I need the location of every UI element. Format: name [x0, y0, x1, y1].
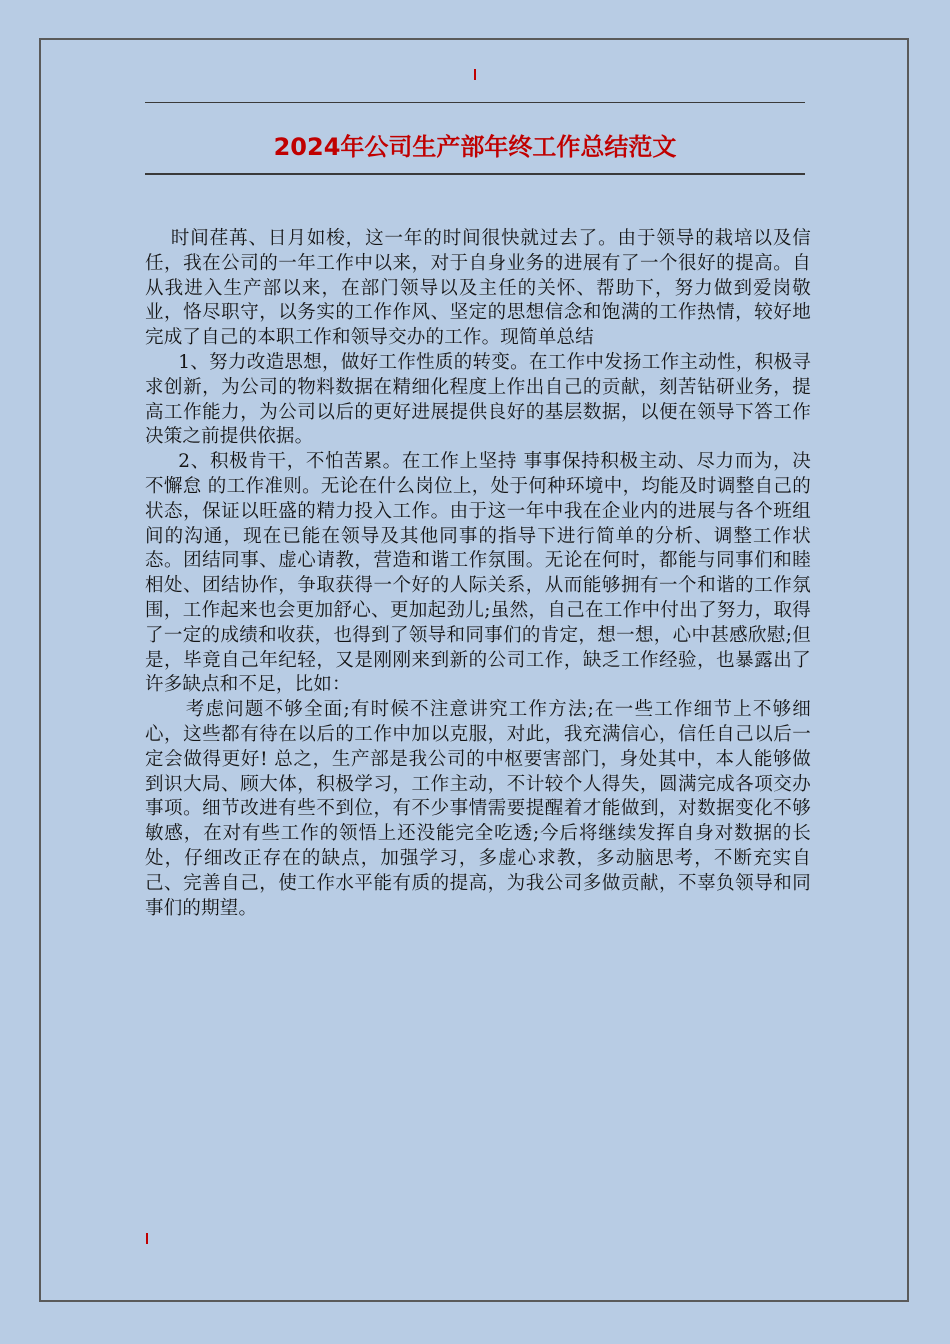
paragraph-point-one: 1、努力改造思想，做好工作性质的转变。在工作中发扬工作主动性，积极寻求创新，为公司的物料数据在精细化程度上作出自己的贡献，刻苦钻研业务，提高工作能力，为公司以后的更好进展提供良好的基层数据，以便在领导下答工作决策之前提供依据。 — [145, 351, 811, 448]
header-divider — [145, 102, 805, 103]
title-divider — [145, 173, 805, 175]
header-marker — [474, 69, 476, 80]
document-body — [145, 227, 811, 921]
paragraph-closing: 考虑问题不够全面;有时候不注意讲究工作方法;在一些工作细节上不够细心，这些都有待在以后的工作中加以克服，对此，我充满信心，信任自己以后一定会做得更好! 总之，生产部是我公司的中枢要害部门，身处其中，本人能够做到识大局、顾大体，积极学习，工作主动，不计较个人得失，圆满完成各项交办事项。细节改进有些不到位，有不少事情需要提醒着才能做到，对数据变化不够敏感，在对有些工作的领悟上还没能完全吃透;今后将继续发挥自身对数据的长处，仔细改正存在的缺点，加强学习，多虚心求教，多动脑思考，不断充实自己、完善自己，使工作水平能有质的提高，为我公司多做贡献，不辜负领导和同事们的期望。 — [145, 699, 811, 919]
paragraph-intro: 时间荏苒、日月如梭，这一年的时间很快就过去了。由于领导的栽培以及信任，我在公司的一年工作中以来，对于自身业务的进展有了一个很好的提高。自从我进入生产部以来，在部门领导以及主任的关怀、帮助下，努力做到爱岗敬业，恪尽职守，以务实的工作作风、坚定的思想信念和饱满的工作热情，较好地完成了自己的本职工作和领导交办的工作。现简单总结 — [145, 228, 811, 349]
footer-marker — [146, 1233, 148, 1244]
document-title: 2024年公司生产部年终工作总结范文 — [273, 133, 677, 161]
paragraph-point-two: 2、积极肯干，不怕苦累。在工作上坚持 事事保持积极主动、尽力而为，决不懈怠 的工作准则。无论在什么岗位上，处于何种环境中，均能及时调整自己的状态，保证以旺盛的精力投入工作。由于这一年中我在企业内的进展与各个班组间的沟通，现在已能在领导及其他同事的指导下进行简单的分析、调整工作状态。团结同事、虚心请教，营造和谐工作氛围。无论在何时，都能与同事们和睦相处、团结协作，争取获得一个好的人际关系，从而能够拥有一个和谐的工作氛围，工作起来也会更加舒心、更加起劲儿;虽然，自己在工作中付出了努力，取得了一定的成绩和收获，也得到了领导和同事们的肯定，想一想，心中甚感欣慰;但是，毕竟自己年纪轻，又是刚刚来到新的公司工作，缺乏工作经验，也暴露出了许多缺点和不足，比如： — [145, 451, 811, 696]
